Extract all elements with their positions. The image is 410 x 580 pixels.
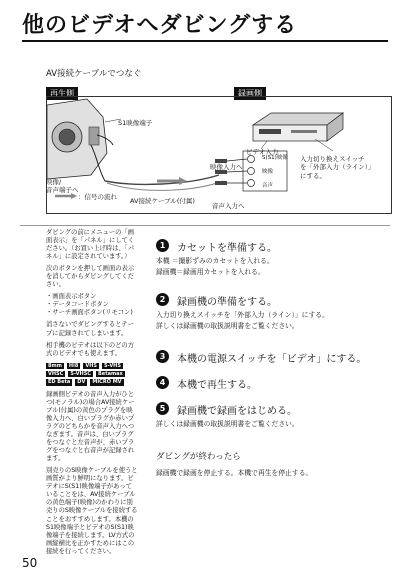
note-paragraph: 別売りのS映像ケーブルを使うと画質がより鮮明になります。ビデオにS(S1)映像端子があっていることをは、AV接続ケーブルの黄色端子(映像)のかわりに別売りのS映像ケーブルを接続することをおすすめします。本機のS1映像端子とビデオのS(S1)映像端子を接続します。LV方式の画縦横比を正かすためにはこの接続を行ってください。 — [46, 467, 138, 555]
step-title: 本機の電源スイッチを「ビデオ」にする。 — [177, 354, 367, 365]
step-number: 3 — [156, 350, 169, 363]
step-number: 2 — [156, 293, 169, 306]
after-dubbing-heading: ダビングが終わったら — [156, 452, 241, 462]
step-number: 4 — [156, 376, 169, 389]
video-in-label: 映像入力へ — [210, 163, 243, 171]
format-logo: VHSC — [48, 371, 64, 378]
format-logo: Hi8 — [68, 362, 79, 369]
format-logo: DV — [77, 379, 86, 386]
av-cable-image — [105, 159, 227, 190]
audio-in-label: 音声入力へ — [212, 202, 245, 210]
av-cable-label: AV接続ケーブル(付属) — [130, 197, 195, 205]
camcorder-image — [47, 99, 113, 181]
video-label: 映像 — [262, 169, 274, 175]
note-paragraph: ダビングの前にメニューの「画面表示」を「パネル」にしてください。（お買い上げ時は、「パネル」に設定されています。） — [46, 229, 135, 261]
page-number: 50 — [22, 556, 38, 570]
note-paragraph: 相手機のビデオは以下のどの方式のビデオでも使えます。 — [46, 341, 135, 357]
step-body: 詳しくは録画機の取扱説明書をご覧ください。 — [156, 420, 299, 428]
list-item: ・画面表示ボタン — [46, 293, 97, 301]
list-item: ・サーチ画面ボタン(リモコン) — [46, 309, 133, 317]
note-paragraph: 録画側ビデオの音声入力がひとつ(モノラル)の場合AV接続ケーブル(付属)の黄色のプラグを映像入力へ、白いプラグか赤いプラグのどちらかを音声入力へつなぎます。音声は、白いプラグをつなぐと左音声が、赤いプラグをつなぐと右音声が記録されます。 — [46, 390, 135, 463]
button-list — [46, 293, 138, 317]
step-body: 本機 ＝撮影ずみのカセットを入れる。 録画機＝録画用カセットを入れる。 — [156, 257, 274, 276]
diagram-subtitle: AV接続ケーブルでつなぐ — [46, 69, 142, 79]
note-paragraph: 次のボタンを押して画面の表示を消してからダビングしてください。 — [46, 265, 135, 289]
step-title: 録画機で録画をはじめる。 — [177, 406, 297, 417]
s1-jack-label: S1映像端子 — [118, 119, 153, 127]
step-number: 1 — [156, 239, 169, 252]
title-rule — [22, 40, 388, 42]
format-logo: Betamax — [98, 371, 123, 378]
section-rule — [20, 225, 390, 226]
page-title: 他のビデオへダビングする — [22, 13, 298, 38]
format-logo: MICRO MV — [92, 379, 122, 386]
step-title: 録画機の準備をする。 — [177, 297, 277, 308]
playback-side-label: 再生側 — [46, 87, 78, 100]
recording-side-label: 録画側 — [234, 87, 266, 100]
format-logo: 8mm — [48, 362, 62, 369]
step-title: 本機で再生する。 — [177, 380, 257, 391]
video-input-label: ビデオ入力 — [246, 148, 279, 156]
step-number: 5 — [156, 402, 169, 415]
list-item: ・データコードボタン — [46, 301, 109, 309]
format-logos — [46, 362, 138, 387]
input-switch-note: 入力切り換えスイッチ を「外部入力（ライン）」 にする。 — [300, 155, 375, 180]
vcr-image — [253, 113, 343, 141]
av-audio-jack-label: 映像/ 音声端子へ — [46, 178, 79, 195]
after-dubbing-text: 録画機で録画を停止する。本機で再生を停止する。 — [156, 469, 313, 477]
step-title: カセットを準備する。 — [177, 243, 277, 254]
audio-label: 音声 — [262, 183, 274, 189]
format-logo: ED Beta — [48, 379, 71, 386]
signal-flow-label: ：信号の流れ — [78, 193, 117, 201]
note-paragraph: 消さないでダビングするとテープに記録されてしまいます。 — [46, 321, 135, 337]
format-logo: VHS — [85, 362, 97, 369]
format-logo: S-VHSC — [70, 371, 91, 378]
s1-video-label: S(S1)映像 — [262, 155, 288, 161]
format-logo: S-VHS — [104, 362, 121, 369]
step-body: 入力切り換えスイッチを「外部入力（ライン）」にする。 詳しくは録画機の取扱説明書をご覧ください。 — [156, 311, 329, 330]
notes-column — [46, 229, 138, 560]
